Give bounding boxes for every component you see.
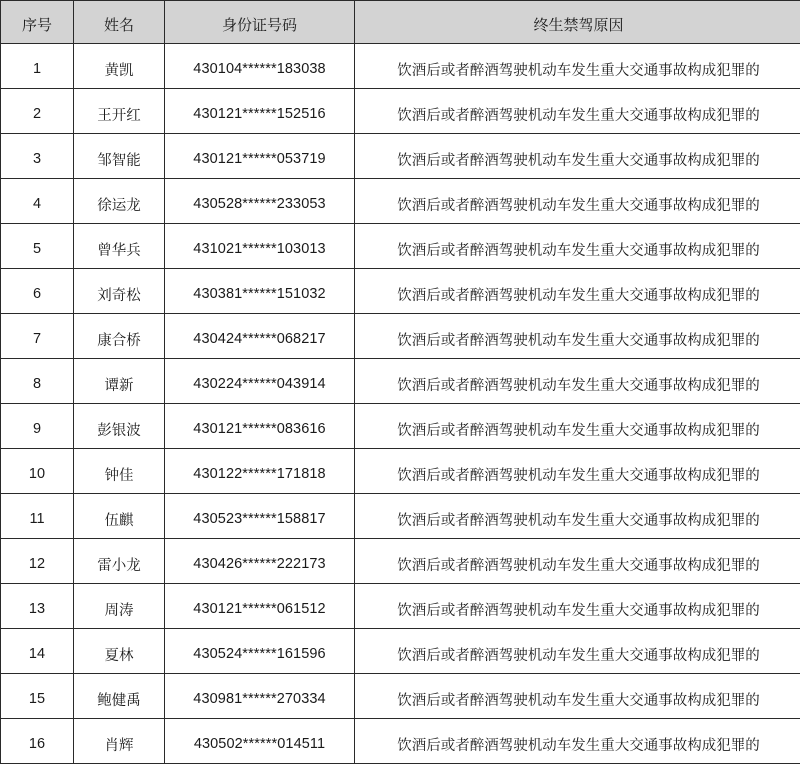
row-index: 2 [1,89,74,134]
table-row [1,494,800,539]
row-reason: 饮酒后或者醉酒驾驶机动车发生重大交通事故构成犯罪的 [355,44,800,89]
table-row [1,584,800,629]
row-reason: 饮酒后或者醉酒驾驶机动车发生重大交通事故构成犯罪的 [355,629,800,674]
row-name: 黄凯 [74,44,165,89]
row-id-number: 430528******233053 [165,179,355,224]
row-name: 曾华兵 [74,224,165,269]
row-reason: 饮酒后或者醉酒驾驶机动车发生重大交通事故构成犯罪的 [355,179,800,224]
table-row [1,404,800,449]
row-index: 10 [1,449,74,494]
row-id-number: 430104******183038 [165,44,355,89]
row-name: 彭银波 [74,404,165,449]
row-id-number: 430524******161596 [165,629,355,674]
header-reason: 终生禁驾原因 [355,1,800,44]
row-index: 13 [1,584,74,629]
row-id-number: 430224******043914 [165,359,355,404]
row-index: 14 [1,629,74,674]
row-id-number: 430122******171818 [165,449,355,494]
row-id-number: 430981******270334 [165,674,355,719]
row-index: 7 [1,314,74,359]
row-name: 邹智能 [74,134,165,179]
table-row [1,359,800,404]
table-row [1,314,800,359]
header-row [1,1,800,44]
row-name: 康合桥 [74,314,165,359]
table-row [1,674,800,719]
row-reason: 饮酒后或者醉酒驾驶机动车发生重大交通事故构成犯罪的 [355,719,800,764]
row-index: 15 [1,674,74,719]
row-reason: 饮酒后或者醉酒驾驶机动车发生重大交通事故构成犯罪的 [355,89,800,134]
row-name: 刘奇松 [74,269,165,314]
table-header [1,1,800,44]
row-reason: 饮酒后或者醉酒驾驶机动车发生重大交通事故构成犯罪的 [355,404,800,449]
table-row [1,269,800,314]
table-row [1,224,800,269]
header-name: 姓名 [74,1,165,44]
row-id-number: 430121******152516 [165,89,355,134]
row-name: 徐运龙 [74,179,165,224]
row-reason: 饮酒后或者醉酒驾驶机动车发生重大交通事故构成犯罪的 [355,134,800,179]
row-id-number: 430424******068217 [165,314,355,359]
row-id-number: 430381******151032 [165,269,355,314]
row-id-number: 430121******053719 [165,134,355,179]
row-index: 4 [1,179,74,224]
row-reason: 饮酒后或者醉酒驾驶机动车发生重大交通事故构成犯罪的 [355,449,800,494]
row-name: 夏林 [74,629,165,674]
row-reason: 饮酒后或者醉酒驾驶机动车发生重大交通事故构成犯罪的 [355,269,800,314]
table-row [1,44,800,89]
row-name: 鲍健禹 [74,674,165,719]
row-reason: 饮酒后或者醉酒驾驶机动车发生重大交通事故构成犯罪的 [355,494,800,539]
row-index: 3 [1,134,74,179]
row-reason: 饮酒后或者醉酒驾驶机动车发生重大交通事故构成犯罪的 [355,674,800,719]
header-index: 序号 [1,1,74,44]
row-index: 9 [1,404,74,449]
row-name: 伍麒 [74,494,165,539]
row-reason: 饮酒后或者醉酒驾驶机动车发生重大交通事故构成犯罪的 [355,584,800,629]
row-name: 谭新 [74,359,165,404]
row-id-number: 430523******158817 [165,494,355,539]
row-name: 钟佳 [74,449,165,494]
row-index: 16 [1,719,74,764]
table-row [1,629,800,674]
table-row [1,179,800,224]
table-row [1,449,800,494]
table-row [1,719,800,764]
row-index: 6 [1,269,74,314]
row-id-number: 430502******014511 [165,719,355,764]
row-name: 周涛 [74,584,165,629]
row-name: 肖辉 [74,719,165,764]
table-row [1,89,800,134]
row-reason: 饮酒后或者醉酒驾驶机动车发生重大交通事故构成犯罪的 [355,314,800,359]
row-name: 雷小龙 [74,539,165,584]
row-id-number: 431021******103013 [165,224,355,269]
row-reason: 饮酒后或者醉酒驾驶机动车发生重大交通事故构成犯罪的 [355,224,800,269]
table-body [1,44,800,764]
row-reason: 饮酒后或者醉酒驾驶机动车发生重大交通事故构成犯罪的 [355,359,800,404]
row-index: 11 [1,494,74,539]
table-row [1,539,800,584]
row-name: 王开红 [74,89,165,134]
row-id-number: 430121******061512 [165,584,355,629]
row-reason: 饮酒后或者醉酒驾驶机动车发生重大交通事故构成犯罪的 [355,539,800,584]
row-index: 12 [1,539,74,584]
row-id-number: 430426******222173 [165,539,355,584]
row-index: 5 [1,224,74,269]
row-id-number: 430121******083616 [165,404,355,449]
table-row [1,134,800,179]
row-index: 8 [1,359,74,404]
row-index: 1 [1,44,74,89]
header-id-number: 身份证号码 [165,1,355,44]
